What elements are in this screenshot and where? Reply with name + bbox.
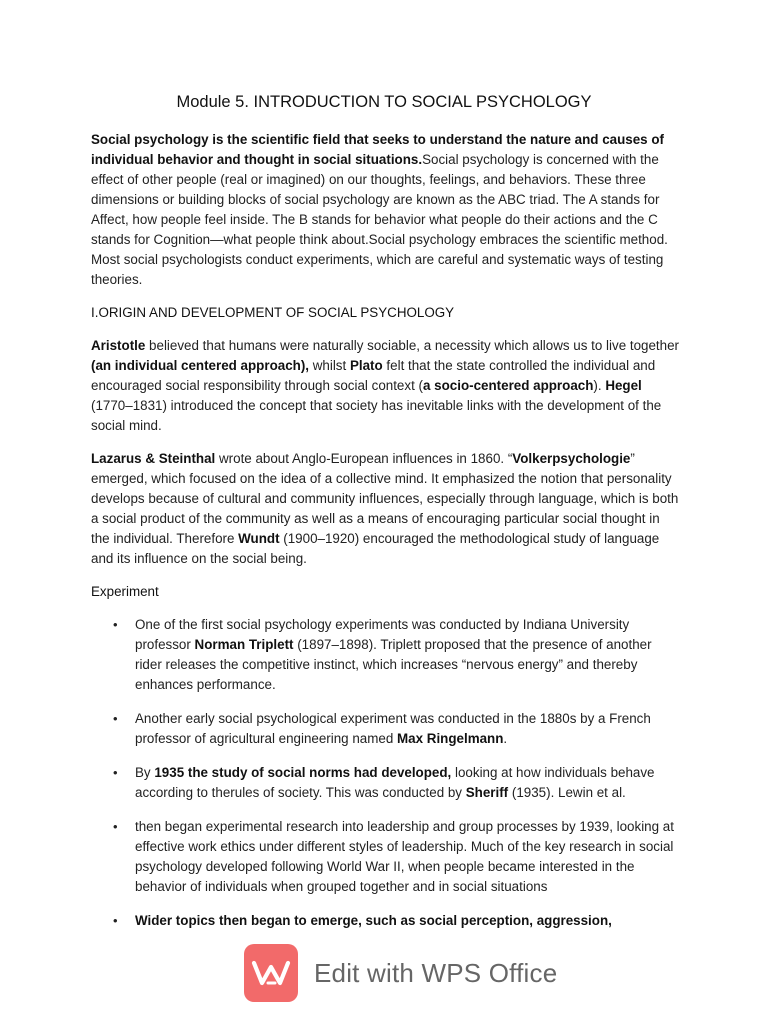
experiment-list (91, 615, 681, 931)
lazarus-text-3: (1900–1920) encouraged the methodological study of language and its influence on the social being. (91, 531, 660, 566)
bold-volkerpsychologie: Volkerpsychologie (512, 451, 631, 466)
bullet-text: then began experimental research into leadership and group processes by 1939, looking at effective work ethics under different styles of leadership. Much of the key research in social psychology developed following World War II, when people became interested in the behavior of individuals when grouped together and in social situations (135, 819, 674, 894)
intro-paragraph (91, 130, 681, 290)
bullet-text: looking at how individuals behave according to therules of society. This was conducted by (135, 765, 655, 800)
bold-individual-approach: (an individual centered approach), (91, 358, 310, 373)
list-item (91, 709, 681, 749)
lazarus-text-1: wrote about Anglo-European influences in 1860. “ (215, 451, 513, 466)
bold-hegel: Hegel (605, 378, 642, 393)
bold-aristotle: Aristotle (91, 338, 146, 353)
aristotle-text-2: whilst (309, 358, 350, 373)
bullet-text: By (135, 765, 155, 780)
bullet-text: (1935). Lewin et al. (508, 785, 626, 800)
aristotle-text-1: believed that humans were naturally sociable, a necessity which allows us to live together (145, 338, 680, 353)
bold-lazarus-steinthal: Lazarus & Steinthal (91, 451, 216, 466)
bold-socio-centered: a socio-centered approach (422, 378, 594, 393)
lazarus-text-2: ” emerged, which focused on the idea of a collective mind. It emphasized the notion that personality develops because of cultural and community influences, especially through language, which is both a social product of the community as well as a means of encouraging particular social thought in the individual. Therefore (91, 451, 679, 546)
list-item (91, 763, 681, 803)
bullet-icon: • (113, 711, 118, 726)
aristotle-text-5: (1770–1831) introduced the concept that society has inevitable links with the development of the social mind. (91, 398, 662, 433)
bullet-text: One of the first social psychology experiments was conducted by Indiana University professor (135, 617, 630, 652)
bold-sheriff: Sheriff (465, 785, 509, 800)
aristotle-paragraph (91, 336, 681, 436)
aristotle-text-4: ). (593, 378, 606, 393)
list-item (91, 817, 681, 897)
bold-norman-triplett: Norman Triplett (194, 637, 294, 652)
document-body (91, 130, 681, 945)
bullet-icon: • (113, 819, 118, 834)
bullet-text: Another early social psychological experiment was conducted in the 1880s by a French professor of agricultural engineering named (135, 711, 651, 746)
bold-max-ringelmann: Max Ringelmann (397, 731, 504, 746)
wps-logo-icon (244, 944, 298, 1002)
section-heading-experiment: Experiment (91, 584, 159, 599)
bold-wundt: Wundt (238, 531, 280, 546)
bullet-text: . (503, 731, 508, 746)
bullet-icon: • (113, 765, 118, 780)
aristotle-text-3: felt that the state controlled the individual and encouraged social responsibility through social context ( (91, 358, 656, 393)
bullet-text: (1897–1898). Triplett proposed that the presence of another rider releases the competitive instinct, which increases “nervous energy” and thereby enhances performance. (135, 637, 652, 692)
bullet-icon: • (113, 617, 118, 632)
intro-bold-text: Social psychology is the scientific field that seeks to understand the nature and causes of individual behavior and thought in social situations. (91, 132, 664, 167)
bullet-icon: • (113, 913, 118, 928)
list-item (91, 911, 681, 931)
page-title: Module 5. INTRODUCTION TO SOCIAL PSYCHOLOGY (176, 93, 592, 111)
bold-social-norms: 1935 the study of social norms had developed, (154, 765, 452, 780)
wps-watermark[interactable] (244, 944, 557, 1002)
wps-watermark-text: Edit with WPS Office (314, 957, 558, 988)
intro-text: Social psychology is concerned with the effect of other people (real or imagined) on our thoughts, feelings, and behaviors. These three dimensions or building blocks of social psychology are known as the ABC triad. The A stands for Affect, how people feel inside. The B stands for behavior what people do their actions and the C stands for Cognition—what people think about.Social psychology embraces the scientific method. Most social psychologists conduct experiments, which are careful and systematic ways of testing theories. (91, 152, 668, 287)
list-item (91, 615, 681, 695)
bold-wider-topics: Wider topics then began to emerge, such as social perception, aggression, (135, 913, 612, 928)
lazarus-paragraph (91, 449, 681, 569)
bold-plato: Plato (349, 358, 383, 373)
wps-w-icon (251, 958, 291, 988)
section-heading-origin: I.ORIGIN AND DEVELOPMENT OF SOCIAL PSYCHOLOGY (91, 305, 455, 320)
